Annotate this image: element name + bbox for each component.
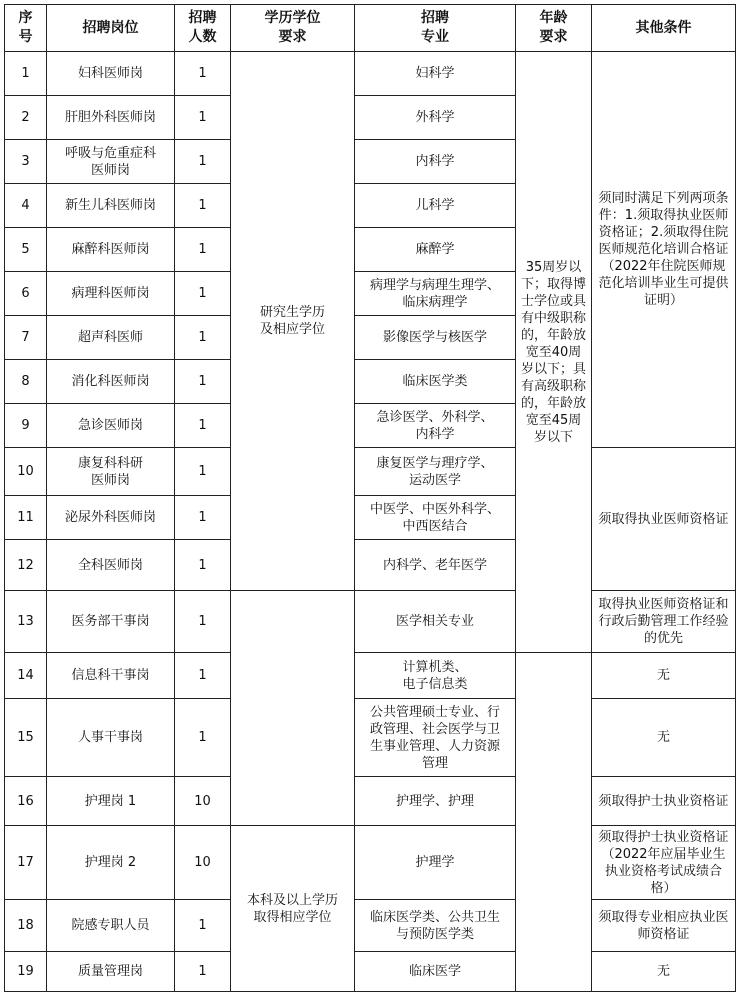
other-cell: 须取得护士执业资格证	[592, 777, 736, 826]
seq-cell: 4	[5, 184, 47, 228]
edu-cell-undergrad: 本科及以上学历 取得相应学位	[231, 826, 355, 992]
header-edu: 学历学位 要求	[231, 5, 355, 52]
count-cell: 1	[175, 360, 231, 404]
count-cell: 1	[175, 316, 231, 360]
post-cell: 护理岗 1	[47, 777, 175, 826]
post-cell: 人事干事岗	[47, 699, 175, 777]
table-row	[5, 699, 736, 777]
post-cell: 消化科医师岗	[47, 360, 175, 404]
seq-cell: 17	[5, 826, 47, 900]
post-cell: 泌尿外科医师岗	[47, 496, 175, 540]
recruitment-table	[4, 4, 736, 992]
count-cell: 1	[175, 184, 231, 228]
other-cell: 取得执业医师资格证和行政后勤管理工作经验的优先	[592, 591, 736, 653]
seq-cell: 5	[5, 228, 47, 272]
count-cell: 1	[175, 96, 231, 140]
major-cell: 内科学、老年医学	[355, 540, 516, 591]
header-major: 招聘 专业	[355, 5, 516, 52]
post-cell: 护理岗 2	[47, 826, 175, 900]
count-cell: 1	[175, 52, 231, 96]
post-cell: 超声科医师	[47, 316, 175, 360]
table-row	[5, 777, 736, 826]
seq-cell: 1	[5, 52, 47, 96]
major-cell: 儿科学	[355, 184, 516, 228]
major-cell: 康复医学与理疗学、 运动医学	[355, 448, 516, 496]
post-cell: 信息科干事岗	[47, 653, 175, 699]
seq-cell: 14	[5, 653, 47, 699]
count-cell: 1	[175, 496, 231, 540]
table-row	[5, 653, 736, 699]
count-cell: 10	[175, 777, 231, 826]
seq-cell: 12	[5, 540, 47, 591]
other-cell: 无	[592, 653, 736, 699]
seq-cell: 15	[5, 699, 47, 777]
header-seq: 序 号	[5, 5, 47, 52]
major-cell: 外科学	[355, 96, 516, 140]
header-count: 招聘 人数	[175, 5, 231, 52]
post-cell: 康复科科研 医师岗	[47, 448, 175, 496]
major-cell: 妇科学	[355, 52, 516, 96]
header-other: 其他条件	[592, 5, 736, 52]
header-post: 招聘岗位	[47, 5, 175, 52]
age-requirement-cell: 35周岁以下；取得博士学位或具有中级职称的，年龄放宽至40周岁以下；具有高级职称的，年龄放宽至45周岁以下	[516, 52, 592, 653]
age-cell-blank	[516, 653, 592, 992]
table-row	[5, 52, 736, 96]
seq-cell: 18	[5, 900, 47, 952]
count-cell: 1	[175, 272, 231, 316]
seq-cell: 16	[5, 777, 47, 826]
other-cell: 须取得护士执业资格证（2022年应届毕业生执业资格考试成绩合格）	[592, 826, 736, 900]
post-cell: 急诊医师岗	[47, 404, 175, 448]
post-cell: 病理科医师岗	[47, 272, 175, 316]
count-cell: 1	[175, 540, 231, 591]
seq-cell: 2	[5, 96, 47, 140]
edu-cell-blank	[231, 591, 355, 826]
count-cell: 1	[175, 404, 231, 448]
major-cell: 计算机类、 电子信息类	[355, 653, 516, 699]
major-cell: 护理学	[355, 826, 516, 900]
table-row	[5, 591, 736, 653]
major-cell: 临床医学	[355, 952, 516, 992]
count-cell: 1	[175, 699, 231, 777]
post-cell: 院感专职人员	[47, 900, 175, 952]
count-cell: 1	[175, 591, 231, 653]
header-row	[5, 5, 736, 52]
major-cell: 病理学与病理生理学、 临床病理学	[355, 272, 516, 316]
major-cell: 内科学	[355, 140, 516, 184]
table-row	[5, 826, 736, 900]
major-cell: 临床医学类	[355, 360, 516, 404]
count-cell: 10	[175, 826, 231, 900]
major-cell: 临床医学类、公共卫生 与预防医学类	[355, 900, 516, 952]
post-cell: 医务部干事岗	[47, 591, 175, 653]
seq-cell: 3	[5, 140, 47, 184]
table-row	[5, 952, 736, 992]
seq-cell: 9	[5, 404, 47, 448]
other-cell-group2: 须取得执业医师资格证	[592, 448, 736, 591]
post-cell: 肝胆外科医师岗	[47, 96, 175, 140]
table-row	[5, 900, 736, 952]
major-cell: 中医学、中医外科学、 中西医结合	[355, 496, 516, 540]
count-cell: 1	[175, 228, 231, 272]
post-cell: 妇科医师岗	[47, 52, 175, 96]
major-cell: 急诊医学、外科学、 内科学	[355, 404, 516, 448]
seq-cell: 6	[5, 272, 47, 316]
count-cell: 1	[175, 448, 231, 496]
count-cell: 1	[175, 140, 231, 184]
post-cell: 呼吸与危重症科 医师岗	[47, 140, 175, 184]
other-cell: 无	[592, 699, 736, 777]
major-cell: 公共管理硕士专业、行 政管理、社会医学与卫 生事业管理、人力资源 管理	[355, 699, 516, 777]
post-cell: 质量管理岗	[47, 952, 175, 992]
table-row	[5, 448, 736, 496]
edu-cell-graduate: 研究生学历 及相应学位	[231, 52, 355, 591]
other-cell: 无	[592, 952, 736, 992]
count-cell: 1	[175, 653, 231, 699]
other-cell: 须取得专业相应执业医师资格证	[592, 900, 736, 952]
seq-cell: 19	[5, 952, 47, 992]
major-cell: 影像医学与核医学	[355, 316, 516, 360]
seq-cell: 7	[5, 316, 47, 360]
seq-cell: 10	[5, 448, 47, 496]
seq-cell: 8	[5, 360, 47, 404]
post-cell: 麻醉科医师岗	[47, 228, 175, 272]
other-cell-group1: 须同时满足下列两项条件：1.须取得执业医师资格证；2.须取得住院医师规范化培训合格证（2022年住院医师规范化培训毕业生可提供证明）	[592, 52, 736, 448]
header-age: 年龄 要求	[516, 5, 592, 52]
major-cell: 麻醉学	[355, 228, 516, 272]
major-cell: 医学相关专业	[355, 591, 516, 653]
count-cell: 1	[175, 952, 231, 992]
major-cell: 护理学、护理	[355, 777, 516, 826]
seq-cell: 13	[5, 591, 47, 653]
post-cell: 全科医师岗	[47, 540, 175, 591]
post-cell: 新生儿科医师岗	[47, 184, 175, 228]
seq-cell: 11	[5, 496, 47, 540]
count-cell: 1	[175, 900, 231, 952]
